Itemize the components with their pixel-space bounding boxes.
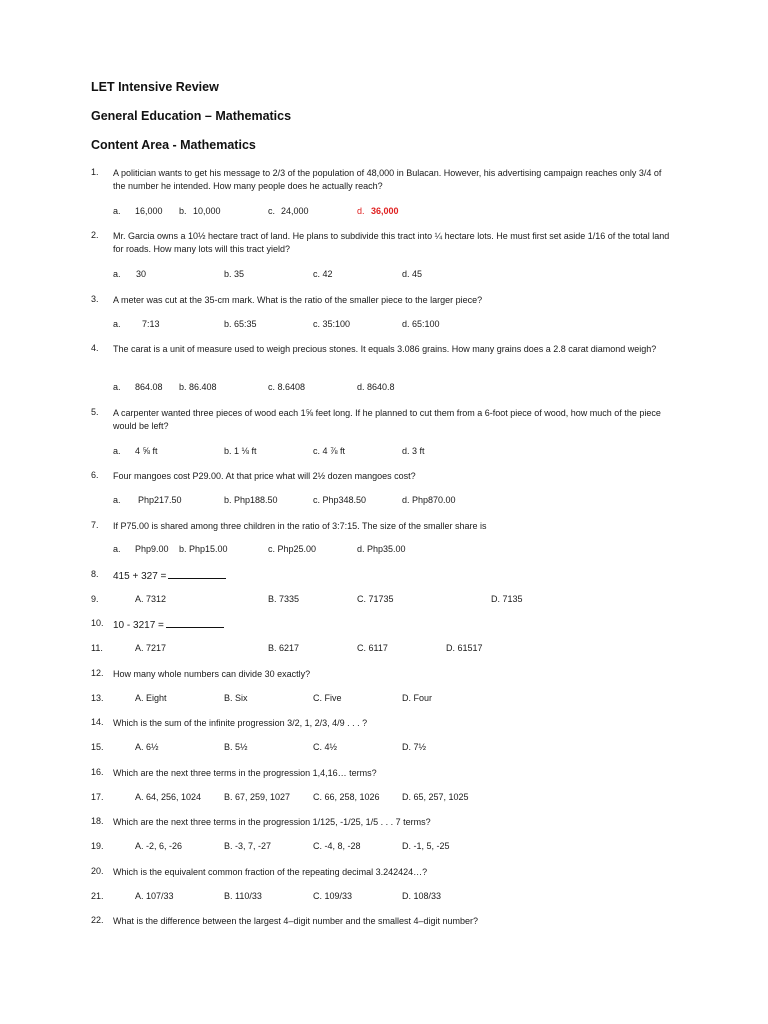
option-letter: a. [113,206,121,216]
option-value: 4 ⅝ ft [135,446,158,456]
answer-option-value: 36,000 [371,206,399,216]
document-title: LET Intensive Review [91,80,219,94]
option: A. 107/33 [135,891,174,901]
option: D. Four [402,693,433,703]
option: b. 35 [224,269,245,279]
option: C. 109/33 [313,891,353,901]
option: c. Php348.50 [313,495,367,505]
question-text: A meter was cut at the 35-cm mark. What is the ratio of the smaller piece to the larger piece? [113,295,483,305]
option-letter: c. [268,206,276,216]
equation [113,618,224,631]
section-heading: General Education – Mathematics [91,109,292,123]
item-number: 16. [91,767,104,777]
content-area-heading: Content Area - Mathematics [91,138,256,152]
option: B. 110/33 [224,891,262,901]
item-number: 12. [91,668,104,678]
option-letter: a. [113,319,121,329]
option-value: Php9.00 [135,544,169,554]
option: B. 7335 [268,594,300,604]
item-number: 3. [91,294,99,304]
equation [113,569,226,582]
item-number: 5. [91,407,99,417]
option: c. 35:100 [313,319,351,329]
option: B. 67, 259, 1027 [224,792,291,802]
option: A. 64, 256, 1024 [135,792,202,802]
item-number: 11. [91,643,103,653]
item-number: 2. [91,230,99,240]
question-text: How many whole numbers can divide 30 exactly? [113,669,311,679]
option: c. 42 [313,269,333,279]
option: c. Php25.00 [268,544,317,554]
option-letter: a. [113,544,121,554]
option: A. Eight [135,693,167,703]
item-number: 1. [91,167,99,177]
option: A. 6½ [135,742,159,752]
item-number: 8. [91,569,99,579]
option-value: 24,000 [281,206,309,216]
option: D. -1, 5, -25 [402,841,450,851]
option: A. 7312 [135,594,167,604]
option: D. 108/33 [402,891,442,901]
question-text: Which are the next three terms in the progression 1,4,16… terms? [113,768,377,778]
question-text: Four mangoes cost P29.00. At that price what will 2½ dozen mangoes cost? [113,471,416,481]
option: D. 65, 257, 1025 [402,792,469,802]
option-value: 30 [136,269,147,279]
option: B. 6217 [268,643,300,653]
question-text: A carpenter wanted three pieces of wood each 1⅝ feet long. If he planned to cut them from a 6-foot piece of wood, how much of the piece would be left? [113,408,661,431]
option-letter: a. [113,495,121,505]
option-letter: a. [113,382,121,392]
item-number: 15. [91,742,104,752]
option: D. 61517 [446,643,483,653]
item-number: 4. [91,343,99,353]
option: c. 8.6408 [268,382,306,392]
option: A. -2, 6, -26 [135,841,183,851]
option: D. 7½ [402,742,427,752]
option: b. Php15.00 [179,544,228,554]
item-number: 13. [91,693,104,703]
option: C. 4½ [313,742,338,752]
option-value: 16,000 [135,206,163,216]
option: c. 4 ⅞ ft [313,446,346,456]
item-number: 9. [91,594,99,604]
option: b. Php188.50 [224,495,278,505]
item-number: 7. [91,520,99,530]
option: d. 3 ft [402,446,425,456]
option: B. 5½ [224,742,248,752]
option-letter: b. [179,206,187,216]
question-text: A politician wants to get his message to 2/3 of the population of 48,000 in Bulacan. However, his advertising campaign reaches only 3/4 of the number he intended. How many people does he actually reach? [113,168,662,191]
item-number: 21. [91,891,104,901]
option-letter: a. [113,446,121,456]
option: C. 6117 [357,643,388,653]
question-text: The carat is a unit of measure used to weigh precious stones. It equals 3.086 grains. How many grains does a 2.8 carat diamond weigh? [113,344,657,354]
answer-blank [166,618,224,628]
option: C. Five [313,693,342,703]
equation-text: 415 + 327 = [113,571,167,582]
item-number: 17. [91,792,104,802]
option: d. 65:100 [402,319,440,329]
question-text: Mr. Garcia owns a 10½ hectare tract of land. He plans to subdivide this tract into ¼ hectare lots. He must first set aside 1/16 of the total land for roads. How many lots will this tract yield? [113,231,670,254]
option: b. 86.408 [179,382,217,392]
equation-text: 10 - 3217 = [113,620,164,631]
option-value: 7:13 [142,319,160,329]
item-number: 10. [91,618,104,628]
option: d. Php870.00 [402,495,456,505]
option-value: 864.08 [135,382,163,392]
item-number: 18. [91,816,104,826]
item-number: 19. [91,841,104,851]
option: D. 7135 [491,594,523,604]
question-text: If P75.00 is shared among three children in the ratio of 3:7:15. The size of the smaller share is [113,521,487,531]
option-value: Php217.50 [138,495,182,505]
option: d. Php35.00 [357,544,406,554]
option: C. 66, 258, 1026 [313,792,380,802]
option-value: 10,000 [193,206,221,216]
item-number: 14. [91,717,104,727]
option-letter: a. [113,269,121,279]
option: b. 1 ⅛ ft [224,446,257,456]
question-text: Which are the next three terms in the progression 1/125, -1/25, 1/5 . . . 7 terms? [113,817,431,827]
option: A. 7217 [135,643,167,653]
item-number: 20. [91,866,104,876]
question-text: What is the difference between the largest 4–digit number and the smallest 4–digit number? [113,916,479,926]
item-number: 6. [91,470,99,480]
answer-option-letter: d. [357,206,365,216]
option: B. -3, 7, -27 [224,841,272,851]
question-text: Which is the sum of the infinite progression 3/2, 1, 2/3, 4/9 . . . ? [113,718,368,728]
option: C. 71735 [357,594,394,604]
option: b. 65:35 [224,319,257,329]
option: d. 8640.8 [357,382,395,392]
option: d. 45 [402,269,423,279]
question-text: Which is the equivalent common fraction of the repeating decimal 3.242424…? [113,867,428,877]
answer-blank [168,569,226,579]
option: C. -4, 8, -28 [313,841,361,851]
option: B. Six [224,693,248,703]
item-number: 22. [91,915,104,925]
